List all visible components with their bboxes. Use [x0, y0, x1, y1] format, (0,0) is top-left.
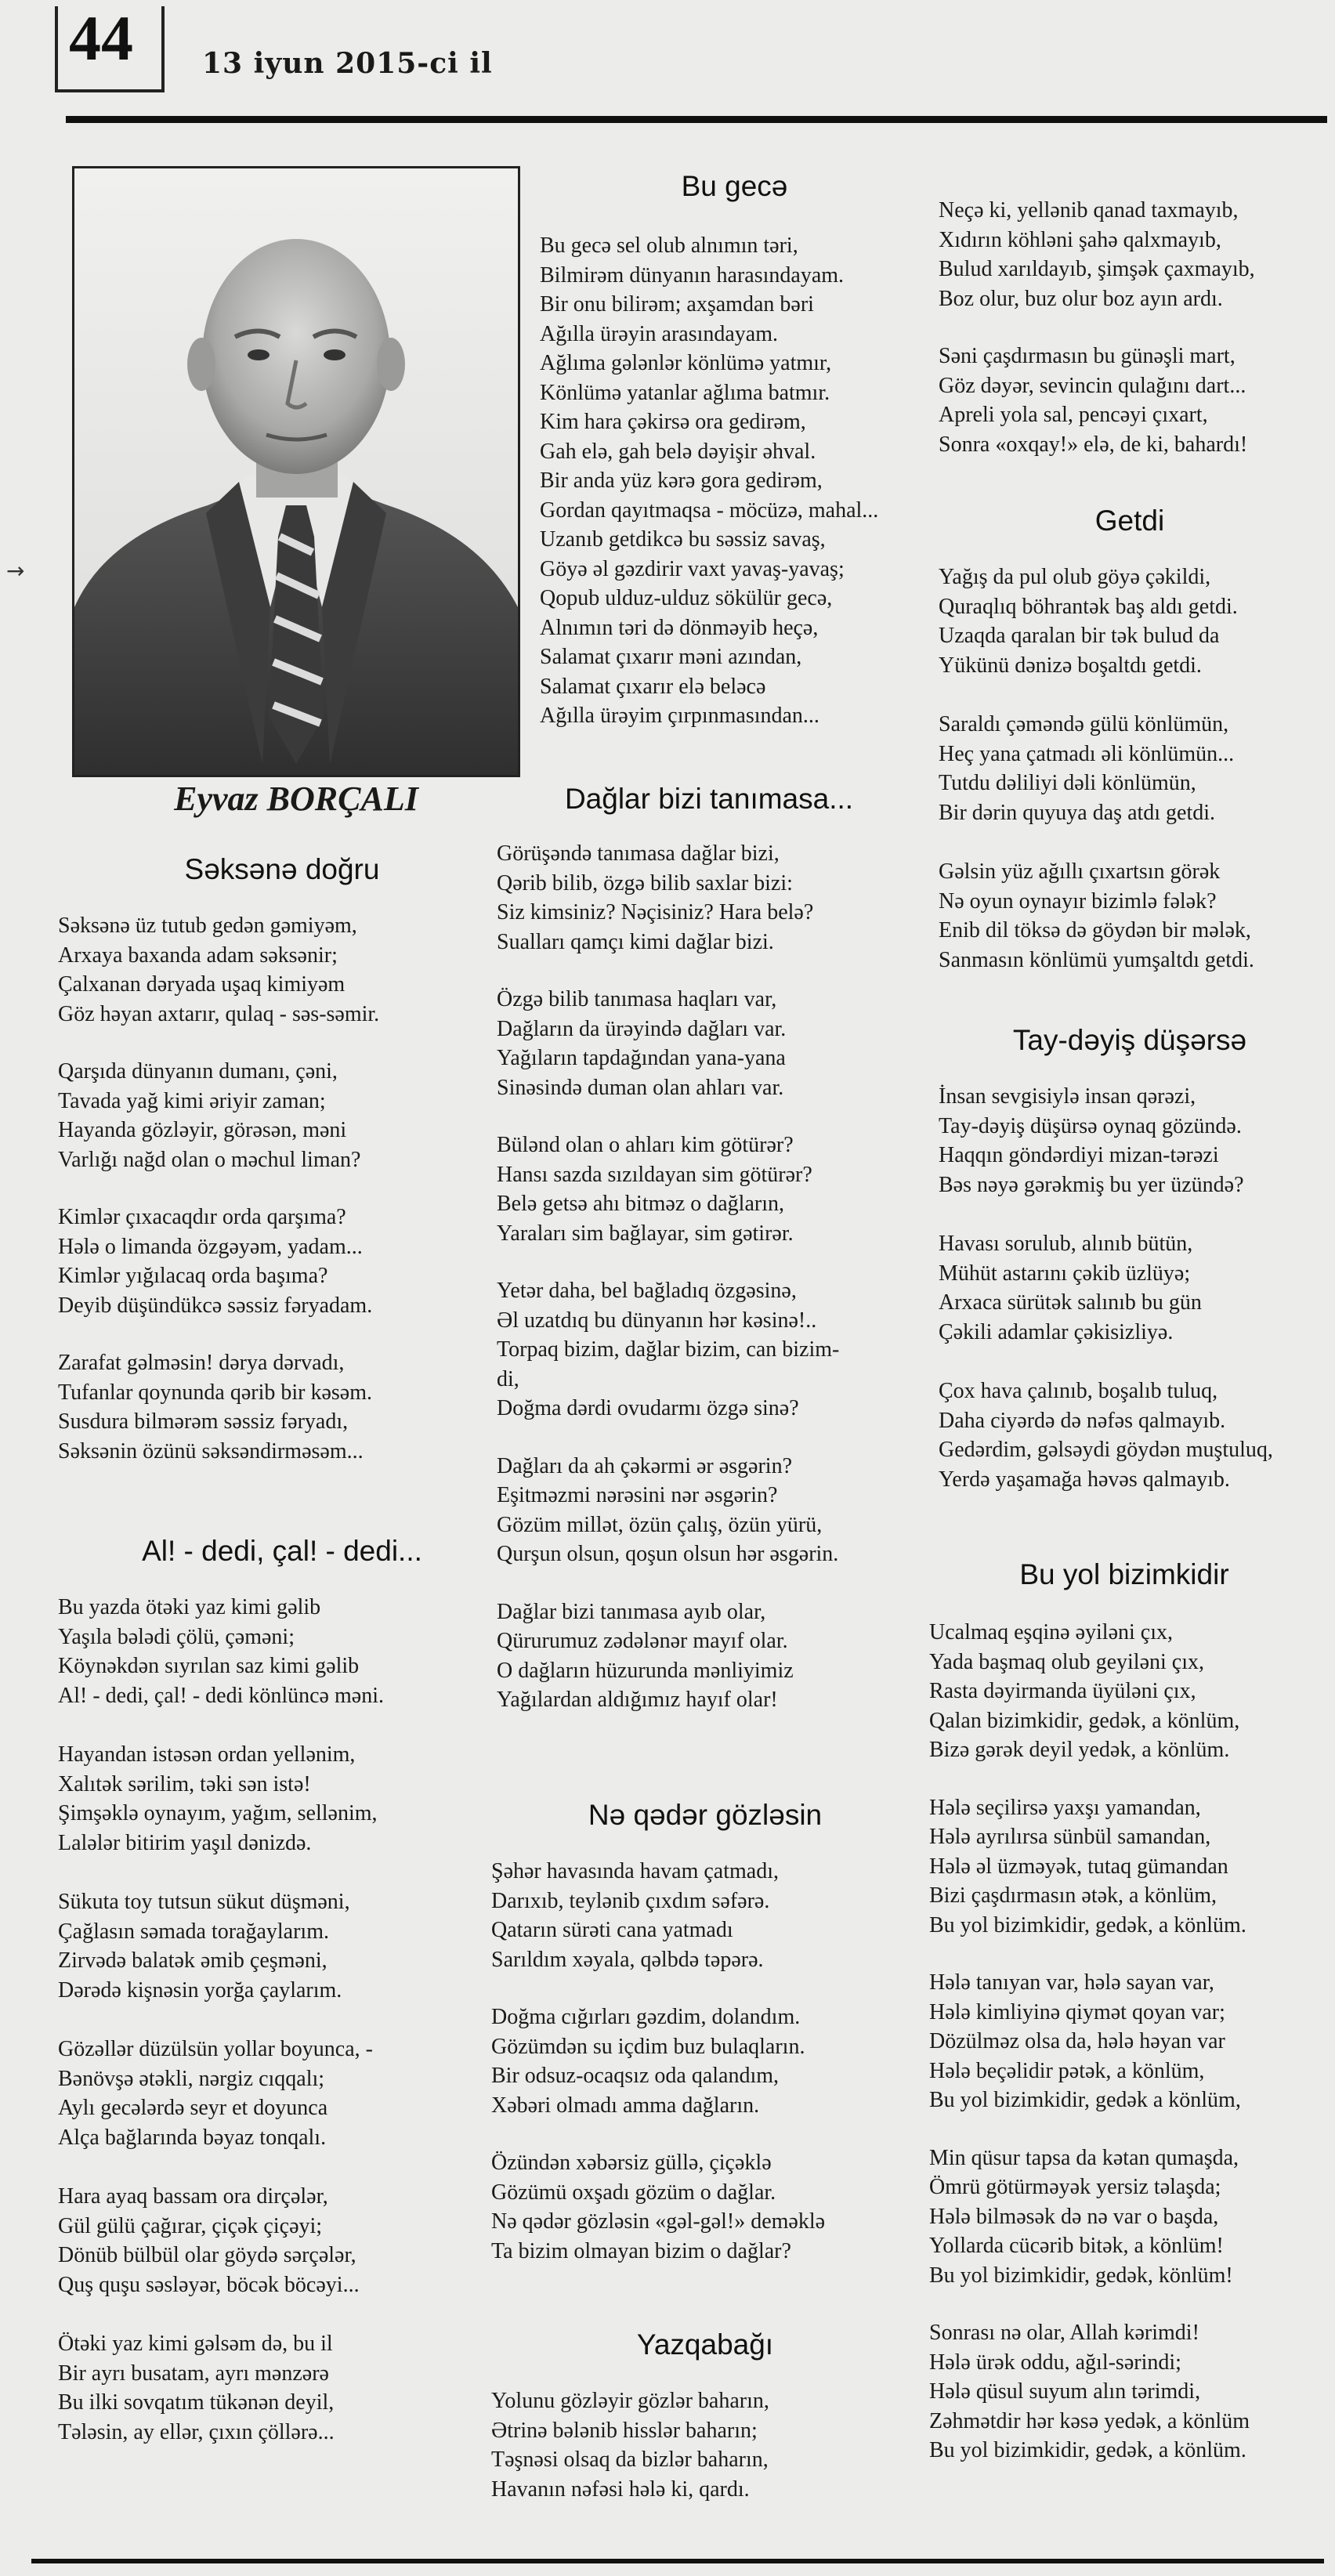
- stanza: [497, 1131, 932, 1248]
- poem-line: Xıdırın köhləni şahə qalxmayıb,: [939, 227, 1221, 252]
- poem-line: Çağlasın səmada torağaylarım.: [58, 1919, 329, 1944]
- poem-line: Yollarda cücərib bitək, a könlüm!: [929, 2234, 1224, 2258]
- poem-line: Susdura bilmərəm səssiz fəryadı,: [58, 1409, 349, 1434]
- poem-line: Tutdu dəliliyi dəli könlümün,: [939, 771, 1196, 795]
- poem-title: Tay-dəyiş düşərsə: [1012, 1024, 1247, 1056]
- poem-line: Təşnəsi olsaq da bizlər baharın,: [491, 2448, 769, 2472]
- poem-line: Hələ seçilirsə yaxşı yamandan,: [929, 1795, 1201, 1820]
- poem-line: Arxaya baxanda adam səksənir;: [58, 942, 338, 968]
- poem-title: Al! - dedi, çal! - dedi...: [142, 1535, 422, 1567]
- poem-getdi: [934, 501, 1326, 975]
- poem-line: Tay-dəyiş düşürsə oynaq gözündə.: [939, 1113, 1242, 1138]
- poem-line: Zirvədə balatək əmib çeşməni,: [58, 1948, 327, 1973]
- poem-line: Sanmasın könlümü yumşaltdı getdi.: [939, 947, 1254, 972]
- poem-line: Dağların da ürəyində dağları var.: [497, 1016, 787, 1041]
- stanza: [929, 1968, 1326, 2115]
- poem-line: Ömrü götürməyək yersiz təlaşda;: [929, 2175, 1221, 2199]
- poem-line: Çox hava çalınıb, boşalıb tuluq,: [939, 1379, 1218, 1403]
- poem-title: Dağlar bizi tanımasa...: [564, 783, 854, 815]
- stanza: [939, 563, 1326, 680]
- stanza: [58, 2329, 517, 2447]
- portrait-illustration: [74, 168, 518, 775]
- poem-line: Səksənin özünü səksəndirməsəm...: [58, 1438, 364, 1463]
- poem-line: Qopub ulduz-ulduz sökülür gecə,: [540, 586, 833, 610]
- poem-line: Sükuta toy tutsun sükut düşməni,: [58, 1890, 350, 1914]
- stanza: [939, 857, 1326, 975]
- poem-line: Salamat çıxarır məni azından,: [540, 645, 802, 669]
- stanza: [491, 2003, 928, 2120]
- poem-line: Bilmirəm dünyanın harasındayam.: [540, 262, 845, 288]
- poem-line: Şimşəklə oynayım, yağım, sellənim,: [58, 1801, 378, 1825]
- poem-line: Qatarın sürəti cana yatmadı: [491, 1918, 733, 1942]
- poem-line: Hələ bilməsək də nə var o başda,: [929, 2204, 1219, 2229]
- poem-line: Gordan qayıtmaqsa - möcüzə, mahal...: [540, 497, 879, 523]
- stanza: [929, 2144, 1326, 2291]
- poem-line: Bu yol bizimkidir, gedək, a könlüm.: [929, 1912, 1246, 1937]
- stanza: [58, 1203, 517, 1320]
- poem-title: Bu yol bizimkidir: [1019, 1558, 1229, 1590]
- stanza: [939, 342, 1326, 459]
- poem-line: Kimlər çıxacaqdır orda qarşıma?: [58, 1205, 346, 1229]
- poem-line: Yaraları sim bağlayar, sim gətirər.: [497, 1221, 794, 1246]
- poem-line: Zarafat gəlməsin! dərya dərvadı,: [58, 1351, 345, 1375]
- poem-sekseneye-dogru: [47, 850, 517, 1466]
- poem-line: Bu yol bizimkidir, gedək a könlüm,: [929, 2088, 1241, 2112]
- stanza: [929, 2318, 1326, 2466]
- poem-line: Özgə bilib tanımasa haqları var,: [497, 987, 777, 1011]
- poem-line: Neçə ki, yellənib qanad taxmayıb,: [939, 198, 1239, 223]
- poem-line: Xalıtək sərilim, təki sən istə!: [58, 1771, 311, 1796]
- stanza: [58, 1057, 517, 1174]
- poem-line: Torpaq bizim, dağlar bizim, can bizim-: [497, 1337, 840, 1362]
- stanza: [58, 1887, 517, 2005]
- poem-line: Bir dərin quyuya daş atdı getdi.: [939, 800, 1216, 825]
- poem-line: Ağılla ürəyin arasındayam.: [540, 321, 779, 346]
- poem-line: Yetər daha, bel bağladıq özgəsinə,: [497, 1279, 797, 1303]
- poem-line: Bənövşə ətəkli, nərgiz cıqqalı;: [58, 2066, 325, 2091]
- poem-line: Bulud xarıldayıb, şimşək çaxmayıb,: [939, 257, 1255, 281]
- stanza: [491, 2386, 928, 2504]
- poem-line: Sinəsində duman olan ahları var.: [497, 1075, 784, 1100]
- poem-line: Ta bizim olmayan bizim o dağlar?: [491, 2238, 791, 2263]
- stanza: [497, 839, 932, 957]
- stanza: [58, 911, 517, 1029]
- poem-line: Belə getsə ahı bitməz o dağların,: [497, 1192, 784, 1216]
- stanza: [939, 196, 1326, 313]
- poem-line: Bizə gərək deyil yedək, a könlüm.: [929, 1738, 1230, 1762]
- author-photo: [72, 166, 520, 777]
- poem-line: Bu yol bizimkidir, gedək, a könlüm.: [929, 2438, 1246, 2462]
- poem-yazqabagi: [482, 2325, 928, 2504]
- stanza: [491, 2148, 928, 2266]
- poem-line: Görüşəndə tanımasa dağlar bizi,: [497, 841, 780, 866]
- poem-line: Boz olur, buz olur boz ayın ardı.: [939, 286, 1223, 311]
- poem-line: Yerdə yaşamağa həvəs qalmayıb.: [939, 1467, 1230, 1492]
- poem-line: Dərədə kişnəsin yorğa çaylarım.: [58, 1977, 342, 2003]
- stanza: [939, 1229, 1326, 1347]
- poem-line: Gah elə, gah belə dəyişir əhval.: [540, 439, 816, 464]
- poem-line: Heç yana çatmadı əli könlümün...: [939, 741, 1235, 766]
- poem-line: Bir odsuz-ocaqsız oda qalandım,: [491, 2064, 780, 2088]
- stanza: [939, 1377, 1326, 1494]
- poem-line: Hayanda gözləyir, görəsən, məni: [58, 1118, 347, 1142]
- stanza: [929, 1793, 1326, 1941]
- poem-bu-gece: [529, 167, 940, 731]
- poem-line: Göz həyan axtarır, qulaq - səs-səmir.: [58, 1001, 380, 1026]
- poem-line: Şəhər havasında havam çatmadı,: [491, 1859, 779, 1883]
- poem-line: Haqqın göndərdiyi mizan-tərəzi: [939, 1143, 1219, 1167]
- poem-line: Qurşun olsun, qoşun olsun hər əsgərin.: [497, 1542, 839, 1566]
- poem-ne-qeder-gozlesin: [482, 1796, 928, 2266]
- poem-bu-yol-bizimkidir: [923, 1555, 1326, 2466]
- poem-line: Darıxıb, teylənib çıxdım səfərə.: [491, 1888, 770, 1913]
- poem-line: Tufanlar qoynunda qərib bir kəsəm.: [58, 1380, 372, 1405]
- poem-line: Yükünü dənizə boşaltdı getdi.: [939, 653, 1202, 678]
- poem-line: Dağları da ah çəkərmi ər əsgərin?: [497, 1453, 793, 1478]
- issue-date: 13 iyun 2015-ci il: [202, 47, 493, 80]
- poem-line: Tələsin, ay ellər, çıxın çöllərə...: [58, 2419, 335, 2444]
- page-number: 44: [69, 2, 133, 74]
- poem-line: Tavada yağ kimi əriyir zaman;: [58, 1088, 326, 1113]
- poem-line: Alnımın təri də dönməyib heçə,: [540, 615, 819, 640]
- poem-line: O dağların hüzurunda mənliyimiz: [497, 1658, 794, 1683]
- poem-line: Dözülməz olsa da, hələ həyan var: [929, 2029, 1225, 2053]
- poem-line: Ağlıma gələnlər könlümə yatmır,: [540, 351, 832, 375]
- author-name: Eyvaz BORÇALI: [174, 780, 418, 818]
- poem-line: Uzanıb getdikcə bu səssiz savaş,: [540, 527, 826, 552]
- poem-line: Hələ tanıyan var, hələ sayan var,: [929, 1970, 1214, 1995]
- stanza: [491, 1857, 928, 1974]
- poem-line: Dönüb bülbül olar göydə sərçələr,: [58, 2243, 356, 2267]
- margin-arrow-mark: →: [6, 558, 25, 584]
- poem-line: Hələ o limanda özgəyəm, yadam...: [58, 1234, 363, 1259]
- poem-line: Sualları qamçı kimi dağlar bizi.: [497, 929, 774, 954]
- stanza: [497, 1452, 932, 1569]
- stanza: [929, 1618, 1326, 1765]
- poem-line: Dağlar bizi tanımasa ayıb olar,: [497, 1599, 766, 1624]
- poem-line: Səksənə üz tutub gedən gəmiyəm,: [58, 914, 357, 938]
- poem-line: Rasta dəyirmanda üyüləni çıx,: [929, 1679, 1196, 1703]
- poem-line: Qalan bizimkidir, gedək, a könlüm,: [929, 1708, 1240, 1733]
- poem-line: Doğma cığırları gəzdim, dolandım.: [491, 2005, 801, 2029]
- stanza: [58, 2182, 517, 2299]
- poem-line: Çalxanan dəryada uşaq kimiyəm: [58, 972, 346, 997]
- poem-line: Eşitməzmi nərəsini nər əsgərin?: [497, 1483, 778, 1507]
- stanza: [497, 1276, 932, 1424]
- poem-line: Hayandan istəsən ordan yellənim,: [58, 1742, 356, 1767]
- poem-line: Quş quşu səsləyər, böcək böcəyi...: [58, 2272, 360, 2297]
- poem-line: Gözümü oxşadı gözüm o dağlar.: [491, 2180, 776, 2205]
- stanza: [58, 1740, 517, 1858]
- poem-line: Hələ ayrılırsa sünbül samandan,: [929, 1825, 1211, 1849]
- poem-line: Bu yazda ötəki yaz kimi gəlib: [58, 1595, 321, 1619]
- poem-line: Min qüsur tapsa da kətan qumaşda,: [929, 2145, 1239, 2170]
- poem-line: Hələ beçəlidir pətək, a könlüm,: [929, 2058, 1205, 2083]
- footer-rule: [31, 2559, 1324, 2563]
- poem-title: Səksənə doğru: [184, 853, 380, 885]
- poem-line: Sarıldım xəyala, qəlbdə təpərə.: [491, 1947, 764, 1972]
- poem-line: Bu yol bizimkidir, gedək, könlüm!: [929, 2263, 1233, 2288]
- stanza: [58, 2035, 517, 2152]
- poem-line: Bülənd olan o ahları kim götürər?: [497, 1133, 794, 1157]
- poem-line: Varlığı nağd olan o məchul liman?: [58, 1147, 361, 1172]
- poem-line: Saraldı çəməndə gülü könlümün,: [939, 712, 1229, 736]
- poem-line: İnsan sevgisiylə insan qərəzi,: [939, 1084, 1196, 1109]
- poem-line: Hara ayaq bassam ora dirçələr,: [58, 2184, 328, 2209]
- poem-line: Uzaqda qaralan bir tək bulud da: [939, 624, 1220, 648]
- poem-line: Ötəki yaz kimi gəlsəm də, bu il: [58, 2332, 333, 2356]
- stanza: [58, 1348, 517, 1466]
- poem-line: Hələ ürək oddu, ağıl-sərindi;: [929, 2350, 1181, 2375]
- poem-line: Yağılardan aldığımız hayıf olar!: [497, 1688, 778, 1712]
- poem-yazqabagi-continued: [934, 196, 1326, 459]
- header-rule: [66, 116, 1327, 123]
- poem-line: Mühüt astarını çəkib üzlüyə;: [939, 1261, 1191, 1286]
- poem-line: Hələ əl üzməyək, tutaq gümandan: [929, 1854, 1228, 1879]
- poem-line: Alça bağlarında bəyaz tonqalı.: [58, 2125, 327, 2150]
- poem-line: Yada başmaq olub geyiləni çıx,: [929, 1649, 1204, 1674]
- poem-al-dedi: [47, 1532, 517, 2447]
- poem-line: Bir ayrı busatam, ayrı mənzərə: [58, 2361, 329, 2386]
- poem-line: Nə qədər gözləsin «gəl-gəl!» deməklə: [491, 2209, 826, 2234]
- poem-line: Yolunu gözləyir gözlər baharın,: [491, 2389, 769, 2413]
- poem-line: Enib dil töksə də göydən bir mələk,: [939, 918, 1251, 942]
- poem-line: Sonrası nə olar, Allah kərimdi!: [929, 2321, 1199, 2345]
- poem-line: Köynəkdən sıyrılan saz kimi gəlib: [58, 1654, 360, 1678]
- stanza: [939, 710, 1326, 827]
- poem-line: Deyib düşündükcə səssiz fəryadam.: [58, 1293, 373, 1318]
- poem-line: Lalələr bitirim yaşıl dənizdə.: [58, 1830, 312, 1855]
- poem-line: Gedərdim, gəlsəydi göydən muştuluq,: [939, 1438, 1273, 1462]
- poem-daglar-bizi-tanimasa: [486, 780, 932, 1715]
- poem-line: Yağış da pul olub göyə çəkildi,: [939, 565, 1211, 589]
- poem-line: Havanın nəfəsi hələ ki, qardı.: [491, 2477, 750, 2502]
- poem-line: Zəhmətdir hər kəsə yedək, a könlüm: [929, 2408, 1250, 2433]
- poem-line: Bu ilki sovqatım tükənən deyil,: [58, 2390, 335, 2415]
- poem-line: Ucalmaq eşqinə əyiləni çıx,: [929, 1620, 1173, 1644]
- poem-line: Bu gecə sel olub alnımın təri,: [540, 233, 798, 258]
- poem-line: di,: [497, 1366, 519, 1391]
- poem-line: Kimlər yığılacaq orda başıma?: [58, 1264, 328, 1288]
- poem-line: Gözüm millət, özün çalış, özün yürü,: [497, 1512, 823, 1537]
- poem-line: Göyə əl gəzdirir vaxt yavaş-yavaş;: [540, 556, 845, 581]
- poem-title: Getdi: [1094, 505, 1165, 537]
- stanza: [58, 1593, 517, 1710]
- poem-line: Havası sorulub, alınıb bütün,: [939, 1232, 1193, 1256]
- stanza: [497, 985, 932, 1102]
- poem-line: Ağılla ürəyim çırpınmasından...: [540, 704, 819, 728]
- poem-line: Aylı gecələrdə seyr et doyunca: [58, 2096, 328, 2120]
- poem-line: Qərib bilib, özgə bilib saxlar bizi:: [497, 870, 793, 895]
- poem-line: Özündən xəbərsiz güllə, çiçəklə: [491, 2151, 772, 2175]
- poem-line: Hələ qüsul suyum alın tərimdi,: [929, 2379, 1201, 2404]
- poem-line: Gəlsin yüz ağıllı çıxartsın görək: [939, 859, 1221, 884]
- poem-line: Qarşıda dünyanın dumanı, çəni,: [58, 1059, 338, 1084]
- poem-line: Könlümə yatanlar ağlıma batmır.: [540, 380, 830, 405]
- poem-line: Qürurumuz zədələnər mayıf olar.: [497, 1629, 788, 1653]
- poem-line: Bəs nəyə gərəkmiş bu yer üzündə?: [939, 1172, 1244, 1197]
- poem-line: Salamat çıxarır elə beləcə: [540, 674, 766, 699]
- poem-line: Daha ciyərdə də nəfəs qalmayıb.: [939, 1408, 1226, 1433]
- poem-title: Bu gecə: [681, 170, 788, 202]
- poem-line: Əl uzatdıq bu dünyanın hər kəsinə!..: [497, 1308, 817, 1333]
- poem-line: Gözümdən su içdim buz bulaqların.: [491, 2034, 805, 2059]
- poem-line: Bizi çaşdırmasın ətək, a könlüm,: [929, 1883, 1217, 1908]
- poem-title: Nə qədər gözləsin: [588, 1799, 823, 1831]
- poem-line: Hələ kimliyinə qiymət qoyan var;: [929, 1999, 1225, 2024]
- poem-line: Siz kimsiniz? Nəçisiniz? Hara belə?: [497, 900, 814, 924]
- poem-title: Yazqabağı: [636, 2328, 774, 2361]
- poem-line: Doğma dərdi ovudarmı özgə sinə?: [497, 1396, 799, 1420]
- poem-line: Yağıların tapdağından yana-yana: [497, 1046, 786, 1070]
- poem-line: Bir anda yüz kərə gora gedirəm,: [540, 469, 823, 493]
- poem-line: Al! - dedi, çal! - dedi könlüncə məni.: [58, 1683, 384, 1708]
- poem-line: Ətrinə bələnib hisslər baharın;: [491, 2418, 758, 2443]
- poem-line: Kim hara çəkirsə ora gedirəm,: [540, 410, 806, 434]
- stanza: [540, 231, 940, 731]
- poem-line: Göz dəyər, sevincin qulağını dart...: [939, 373, 1246, 398]
- poem-line: Sonra «oxqay!» elə, de ki, bahardı!: [939, 432, 1248, 457]
- stanza: [939, 1082, 1326, 1199]
- poem-line: Apreli yola sal, pencəyi çıxart,: [939, 403, 1208, 427]
- poem-line: Çəkili adamlar çəkisizliyə.: [939, 1319, 1174, 1344]
- poem-line: Arxaca sürütək salınıb bu gün: [939, 1290, 1202, 1315]
- poem-line: Yaşıla bələdi çölü, çəməni;: [58, 1624, 295, 1649]
- poem-line: Xəbəri olmadı amma dağların.: [491, 2093, 760, 2118]
- poem-line: Hansı sazda sızıldayan sim götürər?: [497, 1162, 812, 1187]
- poem-line: Nə oyun oynayır bizimlə fələk?: [939, 888, 1217, 914]
- poem-line: Quraqlıq böhrantək baş aldı getdi.: [939, 594, 1238, 619]
- poem-line: Gözəllər düzülsün yollar boyunca, -: [58, 2037, 373, 2061]
- poem-tay-deyis-duserse: [934, 1021, 1326, 1494]
- poem-line: Gül gülü çağırar, çiçək çiçəyi;: [58, 2213, 323, 2238]
- poem-line: Bir onu bilirəm; axşamdan bəri: [540, 292, 814, 317]
- poem-line: Səni çaşdırmasın bu günəşli mart,: [939, 344, 1236, 368]
- stanza: [497, 1597, 932, 1715]
